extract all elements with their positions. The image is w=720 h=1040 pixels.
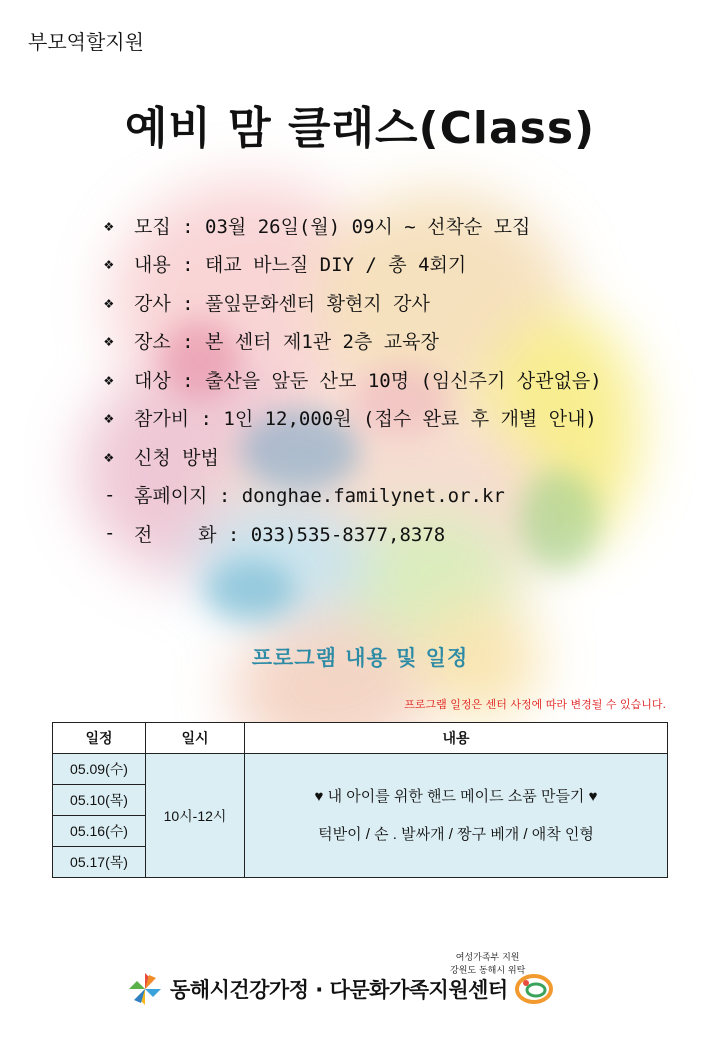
org-name: 동해시건강가정 · 다문화가족지원센터	[170, 978, 508, 1002]
info-list	[104, 206, 704, 553]
schedule-table	[52, 722, 668, 878]
diamond-bullet-icon: ❖	[104, 331, 114, 351]
date-cell: 05.09(수)	[53, 754, 146, 785]
content-line-2: 턱받이 / 손 . 발싸개 / 짱구 베개 / 애착 인형	[318, 825, 594, 843]
page-title: 예비 맘 클래스(Class)	[124, 103, 596, 154]
info-item-instructor	[104, 283, 704, 322]
footer-org	[128, 972, 554, 1006]
diamond-bullet-icon: ❖	[104, 215, 114, 235]
info-item-phone	[104, 514, 704, 553]
info-item-target	[104, 360, 704, 399]
header-time: 일시	[146, 723, 245, 754]
diamond-bullet-icon: ❖	[104, 292, 114, 312]
diamond-bullet-icon: ❖	[104, 369, 114, 389]
info-text: 전 화 : 033)535-8377,8378	[134, 523, 446, 546]
info-item-recruit	[104, 206, 704, 245]
table-row	[53, 754, 668, 785]
info-item-place	[104, 322, 704, 361]
date-cell: 05.16(수)	[53, 816, 146, 847]
diamond-bullet-icon: ❖	[104, 446, 114, 466]
content-cell	[245, 754, 668, 878]
header-date: 일정	[53, 723, 146, 754]
info-text: 참가비 : 1인 12,000원 (접수 완료 후 개별 안내)	[134, 408, 597, 431]
diamond-bullet-icon: ❖	[104, 408, 114, 428]
table-header-row	[53, 723, 668, 754]
schedule-title: 프로그램 내용 및 일정	[251, 646, 469, 670]
info-item-fee	[104, 399, 704, 438]
info-text: 홈페이지 : donghae.familynet.or.kr	[134, 485, 505, 508]
info-text: 장소 : 본 센터 제1관 2층 교육장	[134, 331, 439, 354]
info-text: 내용 : 태교 바느질 DIY / 총 4회기	[134, 254, 467, 277]
info-text: 신청 방법	[134, 446, 219, 469]
dash-bullet: -	[104, 522, 116, 545]
time-cell: 10시-12시	[146, 754, 245, 878]
info-item-content	[104, 245, 704, 284]
info-text: 모집 : 03월 26일(월) 09시 ~ 선착순 모집	[134, 215, 531, 238]
content-line-1: ♥ 내 아이를 위한 핸드 메이드 소품 만들기 ♥	[314, 787, 598, 805]
header-content: 내용	[245, 723, 668, 754]
category-label: 부모역할지원	[28, 30, 144, 54]
info-item-apply	[104, 437, 704, 476]
diamond-bullet-icon: ❖	[104, 254, 114, 274]
info-text: 강사 : 풀잎문화센터 황현지 강사	[134, 292, 430, 315]
schedule-note: 프로그램 일정은 센터 사정에 따라 변경될 수 있습니다.	[404, 698, 666, 711]
date-cell: 05.17(목)	[53, 847, 146, 878]
sponsor-line-1: 여성가족부 지원	[455, 953, 520, 963]
dash-bullet: -	[104, 483, 116, 506]
sponsor-line-2: 강원도 동해시 위탁	[450, 966, 526, 976]
date-cell: 05.10(목)	[53, 785, 146, 816]
pinwheel-logo-icon	[128, 972, 162, 1006]
info-item-homepage	[104, 476, 704, 515]
info-text: 대상 : 출산을 앞둔 산모 10명 (임신주기 상관없음)	[134, 369, 602, 392]
family-center-logo-icon	[514, 973, 554, 1005]
